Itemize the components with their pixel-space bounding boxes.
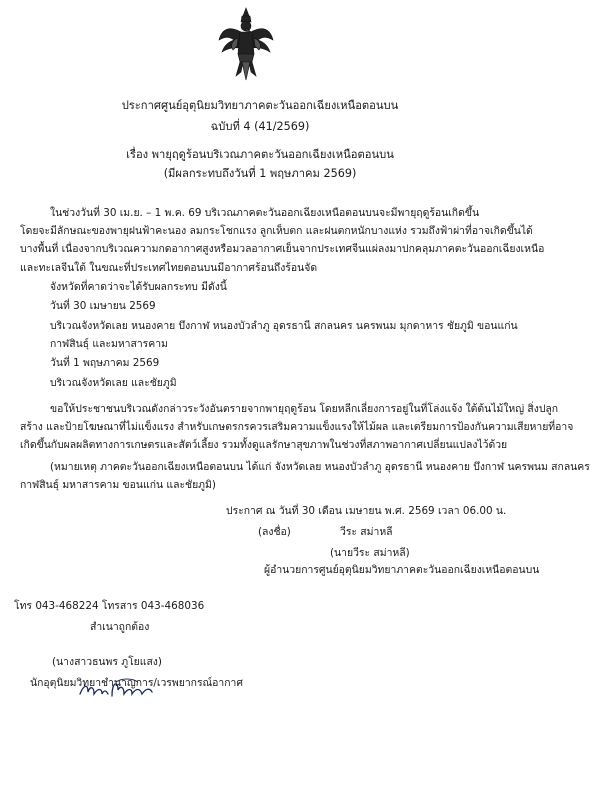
affected-provinces: บริเวณจังหวัดเลย และชัยภูมิ <box>50 377 177 389</box>
certifier-position: นักอุตุนิยมวิทยาชำนาญการ/เวรพยากรณ์อากาศ <box>30 677 243 689</box>
signed-label: (ลงชื่อ) <box>258 526 291 538</box>
note-line: (หมายเหตุ ภาคตะวันออกเฉียงเหนือตอนบน ได้แก่ จังหวัดเลย หนองบัวลำภู อุดรธานี หนองคาย บึงกาฬ นครพนม สกลนคร <box>50 461 590 473</box>
paragraph-line: เกิดขึ้นกับผลผลิตทางการเกษตรและสัตว์เลี้ยง รวมทั้งดูแลรักษาสุขภาพในช่วงที่สภาพอากาศเปลี่ยนแปลงไว้ด้วย <box>20 439 508 451</box>
paragraph-line: โดยจะมีลักษณะของพายุฝนฟ้าคะนอง ลมกระโชกแรง ลูกเห็บตก และฝนตกหนักบางแห่ง รวมถึงฟ้าผ่าที่อาจเกิดขึ้นได้ <box>20 225 533 237</box>
paragraph-line: ในช่วงวันที่ 30 เม.ย. – 1 พ.ค. 69 บริเวณภาคตะวันออกเฉียงเหนือตอนบนจะมีพายุฤดูร้อนเกิดขึ้น <box>50 207 480 219</box>
signatory-full-name: (นายวีระ สม่าหลี) <box>330 547 410 559</box>
document-title: ประกาศศูนย์อุตุนิยมวิทยาภาคตะวันออกเฉียงเหนือตอนบน <box>121 99 399 112</box>
certified-copy-label: สำเนาถูกต้อง <box>90 621 150 633</box>
signatory-name: วีระ สม่าหลี <box>340 526 393 538</box>
document-issue-number: ฉบับที่ 4 (41/2569) <box>210 120 310 133</box>
signatory-position: ผู้อำนวยการศูนย์อุตุนิยมวิทยาภาคตะวันออกเฉียงเหนือตอนบน <box>264 564 540 576</box>
affected-areas-heading: จังหวัดที่คาดว่าจะได้รับผลกระทบ มีดังนี้ <box>50 281 227 293</box>
date-heading: วันที่ 1 พฤษภาคม 2569 <box>50 357 160 369</box>
affected-provinces: กาฬสินธุ์ และมหาสารคาม <box>50 338 168 350</box>
paragraph-line: ขอให้ประชาชนบริเวณดังกล่าวระวังอันตรายจากพายุฤดูร้อน โดยหลีกเลี่ยงการอยู่ในที่โล่งแจ้ง ใต้ต้นไม้ใหญ่ สิ่งปลูก <box>50 403 559 415</box>
document-effective-date: (มีผลกระทบถึงวันที่ 1 พฤษภาคม 2569) <box>163 167 357 180</box>
date-heading: วันที่ 30 เมษายน 2569 <box>50 300 156 312</box>
contact-phone: โทร 043-468224 โทรสาร 043-468036 <box>14 600 205 612</box>
certifier-name: (นางสาวธนพร ภูโยแสง) <box>52 656 162 668</box>
paragraph-line: และทะเลจีนใต้ ในขณะที่ประเทศไทยตอนบนมีอากาศร้อนถึงร้อนจัด <box>20 262 318 274</box>
document-subject: เรื่อง พายุฤดูร้อนบริเวณภาคตะวันออกเฉียงเหนือตอนบน <box>126 148 394 161</box>
paragraph-line: บางพื้นที่ เนื่องจากบริเวณความกดอากาศสูงหรือมวลอากาศเย็นจากประเทศจีนแผ่ลงมาปกคลุมภาคตะวันออกเฉียงเหนือ <box>20 243 545 255</box>
affected-provinces: บริเวณจังหวัดเลย หนองคาย บึงกาฬ หนองบัวลำภู อุดรธานี สกลนคร นครพนม มุกดาหาร ชัยภูมิ ขอนแก่น <box>50 320 518 332</box>
paragraph-line: สร้าง และป้ายโฆษณาที่ไม่แข็งแรง สำหรับเกษตรกรควรเสริมความแข็งแรงให้ไม้ผล และเตรียมการป้องกันความเสียหายที่อาจ <box>20 421 574 433</box>
announcement-date: ประกาศ ณ วันที่ 30 เดือน เมษายน พ.ศ. 2569 เวลา 06.00 น. <box>226 505 507 517</box>
note-line: กาฬสินธุ์ มหาสารคาม ขอนแก่น และชัยภูมิ) <box>20 479 216 491</box>
garuda-emblem-icon <box>218 6 274 82</box>
